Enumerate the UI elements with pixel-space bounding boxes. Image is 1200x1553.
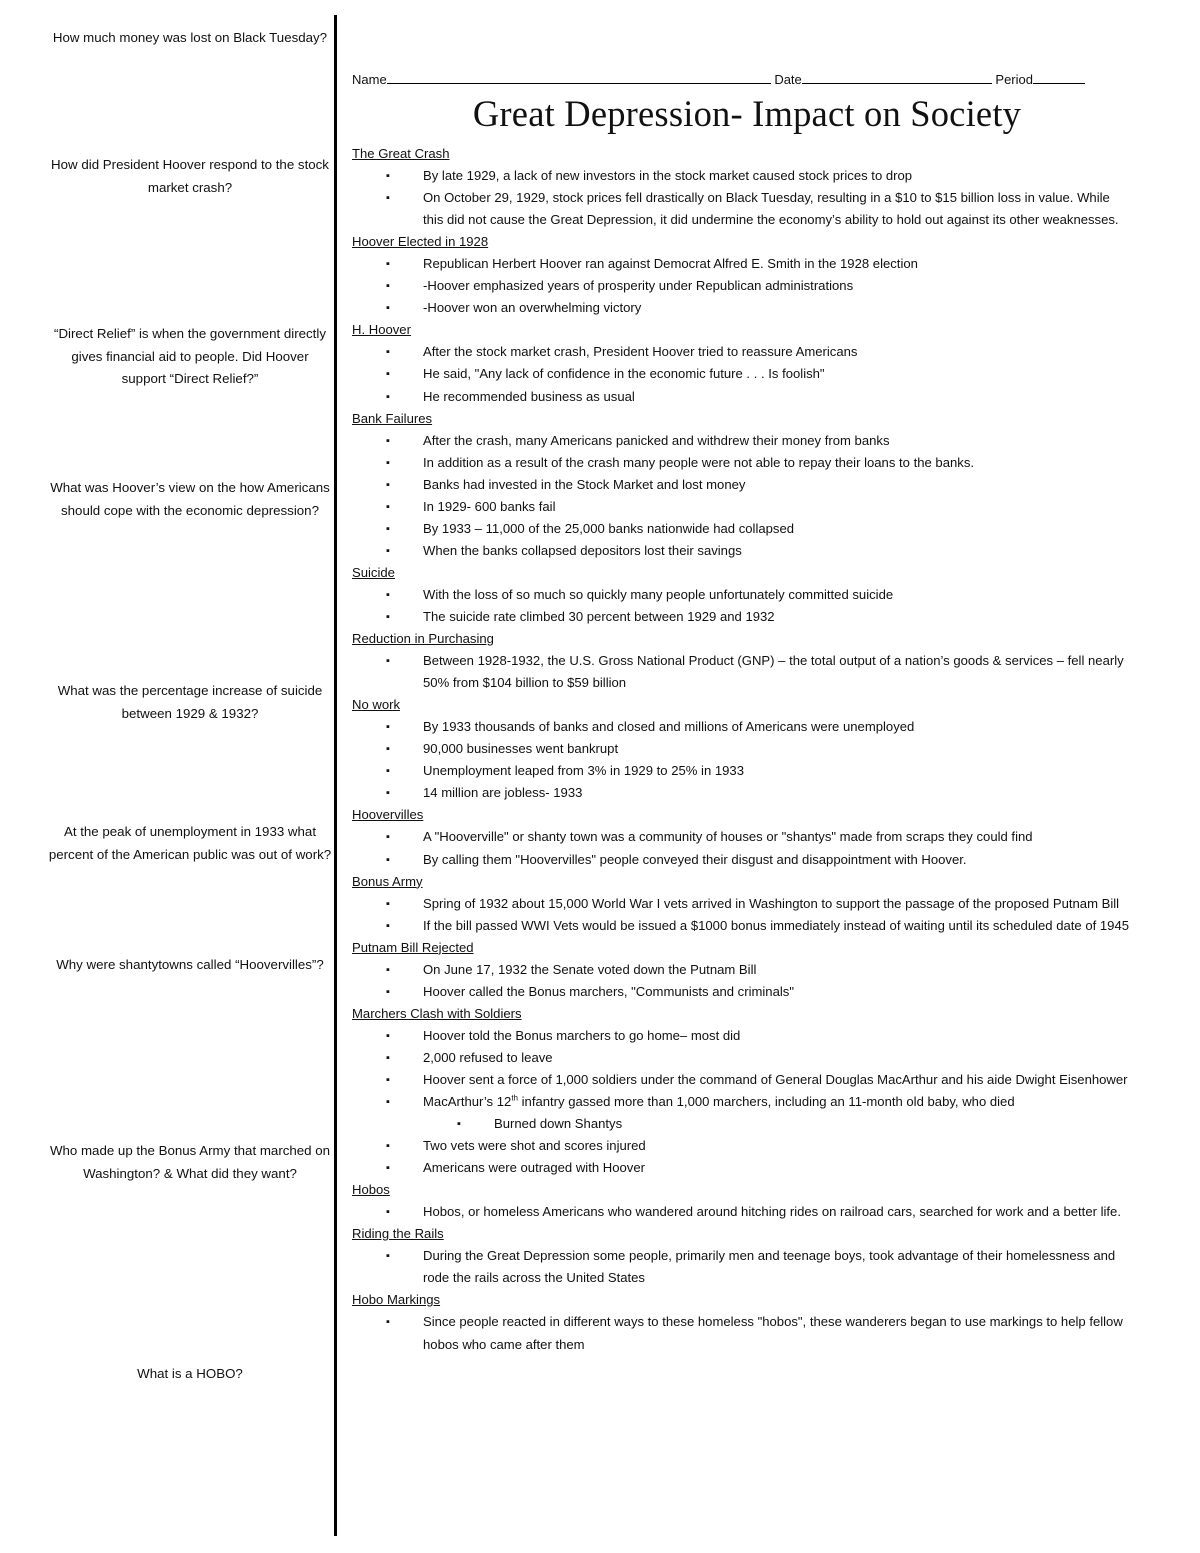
- section-h-hoover: [352, 319, 1142, 407]
- section-hobo-markings: [352, 1289, 1142, 1355]
- bullet-item: ▪ By late 1929, a lack of new investors in the stock market caused stock prices to drop: [352, 165, 1142, 187]
- section-no-work: [352, 694, 1142, 804]
- question-bonus-army: Who made up the Bonus Army that marched on Washington? & What did they want?: [49, 1143, 331, 1181]
- section-bonus-army: [352, 871, 1142, 937]
- bullet-item: ▪ He said, "Any lack of confidence in the economic future . . . Is foolish": [352, 363, 1142, 385]
- section-riding-rails: [352, 1223, 1142, 1289]
- date-blank[interactable]: [802, 72, 992, 84]
- bullet-item: ▪ Unemployment leaped from 3% in 1929 to 25% in 1933: [352, 760, 1142, 782]
- section-putnam-bill: [352, 937, 1142, 1003]
- bullet-item: ▪ Hobos, or homeless Americans who wandered around hitching rides on railroad cars, searched for work and a better life.: [352, 1201, 1142, 1223]
- section-marchers-clash: [352, 1003, 1142, 1179]
- bullet-item: ▪ When the banks collapsed depositors lost their savings: [352, 540, 1142, 562]
- question-direct-relief: “Direct Relief” is when the government directly gives financial aid to people. Did Hoover support “Direct Relief?”: [54, 326, 326, 386]
- bullet-item: ▪ Banks had invested in the Stock Market and lost money: [352, 474, 1142, 496]
- section-hobos: [352, 1179, 1142, 1223]
- section-title: Hobos: [352, 1182, 390, 1198]
- name-blank[interactable]: [387, 72, 771, 84]
- bullet-item: ▪ 90,000 businesses went bankrupt: [352, 738, 1142, 760]
- section-title: The Great Crash: [352, 146, 450, 161]
- bullet-item: ▪ In 1929- 600 banks fail: [352, 496, 1142, 518]
- bullet-item: ▪ By 1933 thousands of banks and closed and millions of Americans were unemployed: [352, 716, 1142, 738]
- notes-content: [352, 143, 1142, 1356]
- question-hoovervilles: Why were shantytowns called “Hoovervilles”?: [56, 957, 324, 972]
- question-black-tuesday: How much money was lost on Black Tuesday?: [52, 30, 328, 45]
- section-title: Reduction in Purchasing: [352, 631, 494, 647]
- section-title: H. Hoover: [352, 322, 411, 338]
- bullet-item: ▪ On June 17, 1932 the Senate voted down the Putnam Bill: [352, 959, 1142, 981]
- section-title: Putnam Bill Rejected: [352, 939, 474, 955]
- bullet-item: ▪ Spring of 1932 about 15,000 World War I vets arrived in Washington to support the passage of the proposed Putnam Bill: [352, 893, 1142, 915]
- section-title: Hobo Markings: [352, 1292, 441, 1308]
- bullet-item: ▪ During the Great Depression some people, primarily men and teenage boys, took advantage of their homelessness and rode the rails across the United States: [352, 1245, 1142, 1289]
- bullet-item: ▪ 14 million are jobless- 1933: [352, 782, 1142, 804]
- section-title: Riding the Rails: [352, 1226, 444, 1242]
- section-title: Marchers Clash with Soldiers: [352, 1005, 522, 1021]
- bullet-item: ▪ Republican Herbert Hoover ran against Democrat Alfred E. Smith in the 1928 election: [352, 253, 1142, 275]
- bullet-item: ▪ Since people reacted in different ways to these homeless "hobos", these wanderers began to use markings to help fellow hobos who came after them: [352, 1311, 1142, 1355]
- question-unemployment-peak: At the peak of unemployment in 1933 what percent of the American public was out of work?: [48, 824, 332, 862]
- period-label: Period: [995, 72, 1033, 87]
- page-title: Great Depression- Impact on Society: [472, 93, 1022, 134]
- name-label: Name: [352, 72, 387, 87]
- period-blank[interactable]: [1033, 72, 1085, 84]
- question-hoover-view: What was Hoover’s view on the how Americans should cope with the economic depression?: [50, 480, 330, 518]
- bullet-item: ▪ Hoover called the Bonus marchers, "Communists and criminals": [352, 981, 1142, 1003]
- bullet-item: ▪ By calling them "Hoovervilles" people conveyed their disgust and disappointment with Hoover.: [352, 849, 1142, 871]
- bullet-item: ▪ 2,000 refused to leave: [352, 1047, 1142, 1069]
- sub-bullet-item: ▪ Burned down Shantys: [352, 1113, 1142, 1135]
- date-label: Date: [774, 72, 802, 87]
- bullet-item: ▪ By 1933 – 11,000 of the 25,000 banks nationwide had collapsed: [352, 518, 1142, 540]
- bullet-item: ▪ -Hoover won an overwhelming victory: [352, 297, 1142, 319]
- section-suicide: [352, 562, 1142, 628]
- bullet-item: ▪ After the stock market crash, President Hoover tried to reassure Americans: [352, 341, 1142, 363]
- question-suicide-increase: What was the percentage increase of suicide between 1929 & 1932?: [57, 683, 323, 721]
- question-hobo: What is a HOBO?: [137, 1366, 243, 1381]
- section-reduction-purchasing: [352, 628, 1142, 694]
- bullet-item: ▪ With the loss of so much so quickly many people unfortunately committed suicide: [352, 584, 1142, 606]
- bullet-item: ▪ Hoover told the Bonus marchers to go home– most did: [352, 1025, 1142, 1047]
- bullet-item: ▪ Two vets were shot and scores injured: [352, 1135, 1142, 1157]
- section-title: Bonus Army: [352, 873, 423, 889]
- header-line: [352, 72, 1112, 87]
- section-hoovervilles: [352, 804, 1142, 870]
- bullet-item: ▪ If the bill passed WWI Vets would be issued a $1000 bonus immediately instead of waiting until its scheduled date of 1945: [352, 915, 1142, 937]
- section-bank-failures: [352, 408, 1142, 562]
- bullet-item: ▪ He recommended business as usual: [352, 386, 1142, 408]
- section-great-crash: [352, 143, 1142, 231]
- section-hoover-elected: [352, 231, 1142, 319]
- bullet-item: ▪ The suicide rate climbed 30 percent between 1929 and 1932: [352, 606, 1142, 628]
- section-title: Hoovervilles: [352, 807, 424, 823]
- question-hoover-response: How did President Hoover respond to the stock market crash?: [51, 157, 329, 195]
- section-title: Hoover Elected in 1928: [352, 234, 489, 250]
- bullet-item: ▪ In addition as a result of the crash many people were not able to repay their loans to the banks.: [352, 452, 1142, 474]
- bullet-item: ▪ On October 29, 1929, stock prices fell drastically on Black Tuesday, resulting in a $10 to $15 billion loss in value. While this did not cause the Great Depression, it did undermine the economy’s ability to hold out against its other weaknesses.: [352, 187, 1142, 231]
- section-title: Bank Failures: [352, 410, 433, 426]
- bullet-item: ▪ Hoover sent a force of 1,000 soldiers under the command of General Douglas MacArthur and his aide Dwight Eisenhower: [352, 1069, 1142, 1091]
- bullet-item: ▪ A "Hooverville" or shanty town was a community of houses or "shantys" made from scraps they could find: [352, 826, 1142, 848]
- bullet-item: ▪ -Hoover emphasized years of prosperity under Republican administrations: [352, 275, 1142, 297]
- section-title: No work: [352, 697, 401, 713]
- bullet-item: ▪ Americans were outraged with Hoover: [352, 1157, 1142, 1179]
- bullet-item: ▪ After the crash, many Americans panicked and withdrew their money from banks: [352, 430, 1142, 452]
- bullet-item-macarthur: ▪ MacArthur’s 12th infantry gassed more than 1,000 marchers, including an 11-month old baby, who died: [352, 1091, 1142, 1113]
- section-title: Suicide: [352, 564, 395, 580]
- bullet-item: ▪ Between 1928-1932, the U.S. Gross National Product (GNP) – the total output of a nation’s goods & services – fell nearly 50% from $104 billion to $59 billion: [352, 650, 1142, 694]
- margin-divider-line: [334, 15, 337, 1536]
